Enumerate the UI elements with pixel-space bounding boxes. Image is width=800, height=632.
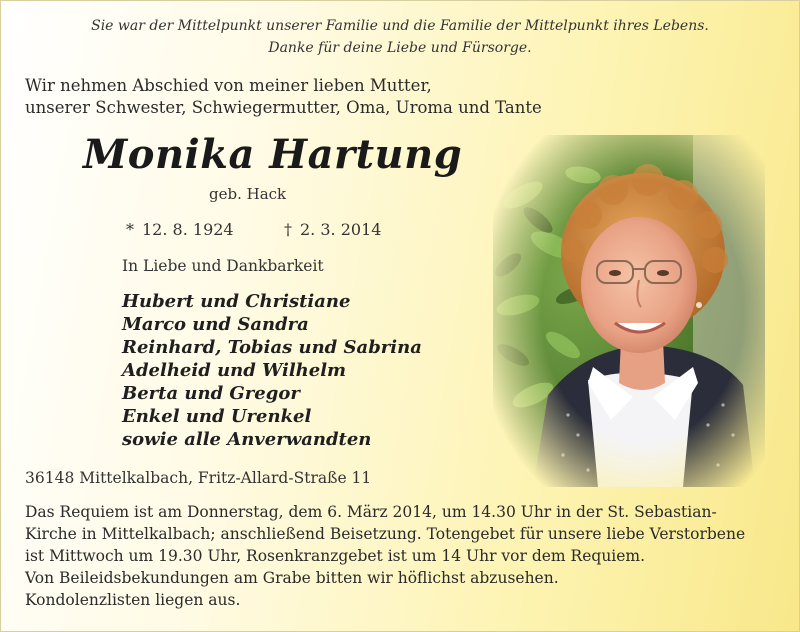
requiem-line: Kondolenzlisten liegen aus. bbox=[25, 591, 241, 609]
intro-text bbox=[25, 75, 542, 119]
death-date-value: 2. 3. 2014 bbox=[300, 220, 382, 239]
birth-date bbox=[126, 220, 234, 239]
intro-line-2: unserer Schwester, Schwiegermutter, Oma, Uroma und Tante bbox=[25, 98, 542, 117]
mourner: Enkel und Urenkel bbox=[122, 406, 312, 427]
deceased-name: Monika Hartung bbox=[83, 131, 463, 178]
mourner: Marco und Sandra bbox=[122, 314, 309, 335]
mourner: Berta und Gregor bbox=[122, 383, 300, 404]
requiem-line: Kirche in Mittelkalbach; anschließend Beisetzung. Totengebet für unsere liebe Verstorbene bbox=[25, 525, 746, 543]
maiden-name: geb. Hack bbox=[209, 185, 287, 203]
birth-date-value: 12. 8. 1924 bbox=[142, 220, 234, 239]
mourner: sowie alle Anverwandten bbox=[122, 429, 372, 450]
death-date bbox=[284, 220, 381, 239]
intro-line-1: Wir nehmen Abschied von meiner lieben Mutter, bbox=[25, 76, 432, 95]
mourner: Reinhard, Tobias und Sabrina bbox=[122, 337, 422, 358]
address: 36148 Mittelkalbach, Fritz-Allard-Straße 11 bbox=[25, 469, 372, 487]
motto-line-1: Sie war der Mittelpunkt unserer Familie und die Familie der Mittelpunkt ihres Lebens. bbox=[91, 18, 709, 34]
death-cross-icon: † bbox=[284, 220, 292, 239]
portrait-photo bbox=[493, 135, 765, 487]
mourner: Adelheid und Wilhelm bbox=[122, 360, 347, 381]
love-line: In Liebe und Dankbarkeit bbox=[122, 257, 324, 275]
motto bbox=[1, 15, 799, 59]
portrait-illustration bbox=[493, 135, 765, 487]
requiem-line: ist Mittwoch um 19.30 Uhr, Rosenkranzgebet ist um 14 Uhr vor dem Requiem. bbox=[25, 547, 646, 565]
motto-line-2: Danke für deine Liebe und Fürsorge. bbox=[268, 40, 532, 56]
requiem-text bbox=[25, 501, 745, 611]
mourner: Hubert und Christiane bbox=[122, 291, 351, 312]
birth-star-icon: * bbox=[126, 220, 134, 239]
mourners-list bbox=[122, 290, 422, 451]
requiem-line: Das Requiem ist am Donnerstag, dem 6. März 2014, um 14.30 Uhr in der St. Sebastian- bbox=[25, 503, 717, 521]
requiem-line: Von Beileidsbekundungen am Grabe bitten wir höflichst abzusehen. bbox=[25, 569, 559, 587]
